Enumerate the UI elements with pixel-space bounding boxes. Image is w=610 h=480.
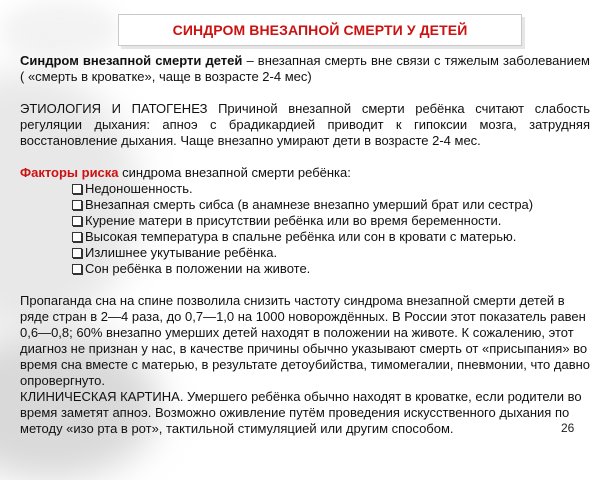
checkbox-bullet-icon: [72, 248, 82, 258]
checkbox-bullet-icon: [72, 216, 82, 226]
checkbox-bullet-icon: [72, 232, 82, 242]
checkbox-bullet-icon: [72, 264, 82, 274]
etiology-paragraph: ЭТИОЛОГИЯ И ПАТОГЕНЕЗ Причиной внезапной смерти ребёнка считают слабость регуляции дыхания: апноэ с брадикардией приводит к гипоксии мозга, затрудняя восстановление дыхания. Чаще внезапно умирают дети в возрасте 2-4 мес.: [20, 101, 590, 148]
page-number: 26: [561, 421, 575, 435]
list-item: Внезапная смерть сибса (в анамнезе внезапно умерший брат или сестра): [72, 197, 590, 213]
propaganda-paragraph: Пропаганда сна на спине позволила снизить частоту синдрома внезапной смерти детей в ряде стран в 2—4 раза, до 0,7—1,0 на 1000 новорождённых. В России этот показатель равен 0,6—0,8; 60% внезапно умерших детей находят в положении на животе. К сожалению, этот диагноз не признан у нас, в качестве причины обычно указывают смерть от «присыпания» во время сна вместе с матерью, в результате детоубийства, тимомегалии, пневмонии, что давно опровергнуто.: [20, 293, 591, 388]
risk-heading: [20, 165, 590, 181]
clinical-paragraph: КЛИНИЧЕСКАЯ КАРТИНА. Умершего ребёнка обычно находят в кроватке, если родители во время заметят апноэ. Возможно оживление путём проведения искусственного дыхания по методу «изо рта в рот», тактильной стимуляцией или другим способом.: [20, 389, 582, 436]
list-item: Сон ребёнка в положении на животе.: [72, 261, 590, 277]
checkbox-bullet-icon: [72, 200, 82, 210]
list-item: Высокая температура в спальне ребёнка или сон в кровати с матерью.: [72, 229, 590, 245]
definition-text: – внезапная смерть вне связи с тяжелым заболеванием ( «смерть в кроватке», чаще в возрасте 2-4 мес): [20, 53, 590, 84]
risk-heading-label: Факторы риска: [20, 165, 119, 180]
title-box: [118, 14, 522, 46]
definition-paragraph: [20, 53, 590, 85]
list-item: Излишнее укутывание ребёнка.: [72, 245, 590, 261]
checkbox-bullet-icon: [72, 184, 82, 194]
slide-content: [20, 53, 590, 437]
list-item: Курение матери в присутствии ребёнка или во время беременности.: [72, 213, 590, 229]
background-decoration: [0, 0, 120, 60]
list-item: Недоношенность.: [72, 181, 590, 197]
definition-term: Синдром внезапной смерти детей: [20, 53, 243, 68]
risk-heading-rest: синдрома внезапной смерти ребёнка:: [118, 165, 351, 180]
page-title: СИНДРОМ ВНЕЗАПНОЙ СМЕРТИ У ДЕТЕЙ: [172, 22, 468, 38]
risk-factors-list: [20, 181, 590, 277]
